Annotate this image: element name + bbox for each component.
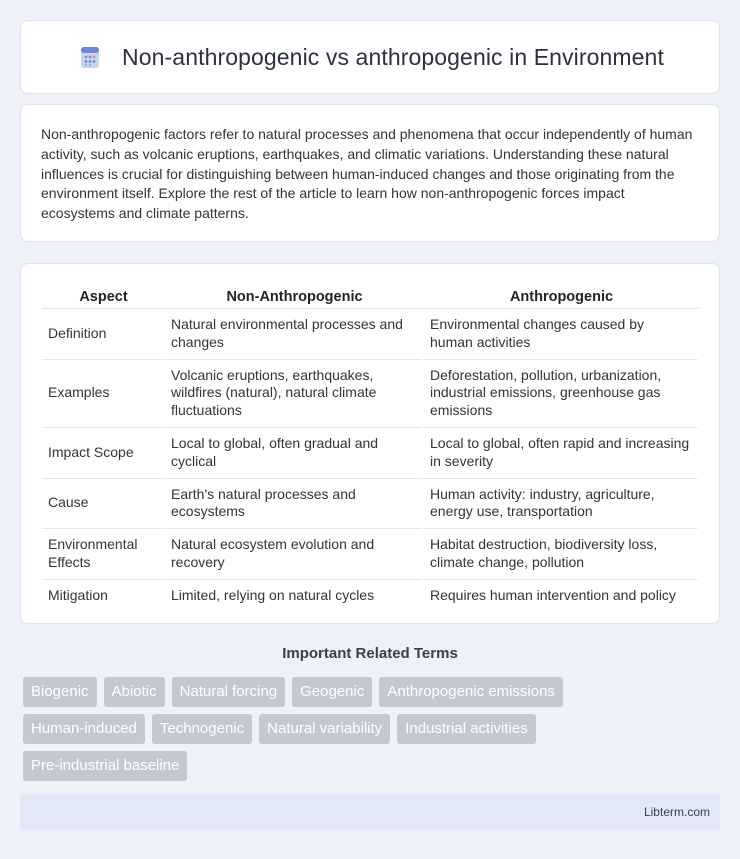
tag-anthropogenic-emissions[interactable]: Anthropogenic emissions — [379, 677, 563, 707]
header — [76, 43, 664, 71]
comparison-table — [42, 284, 699, 612]
table-cell-aspect: Examples — [42, 360, 165, 428]
table-cell-aspect: Environmental Effects — [42, 529, 165, 580]
table-cell-non-anthropogenic: Natural ecosystem evolution and recovery — [165, 529, 424, 580]
tag-biogenic[interactable]: Biogenic — [23, 677, 97, 707]
table-cell-non-anthropogenic: Limited, relying on natural cycles — [165, 580, 424, 612]
related-terms-title: Important Related Terms — [282, 645, 458, 662]
table-cell-anthropogenic: Habitat destruction, biodiversity loss, climate change, pollution — [424, 529, 699, 580]
table-cell-non-anthropogenic: Earth's natural processes and ecosystems — [165, 479, 424, 530]
table-cell-non-anthropogenic: Volcanic eruptions, earthquakes, wildfires (natural), natural climate fluctuations — [165, 360, 424, 428]
table-cell-aspect: Mitigation — [42, 580, 165, 612]
table-row — [42, 428, 699, 479]
tag-row — [23, 677, 723, 707]
table-cell-anthropogenic: Human activity: industry, agriculture, energy use, transportation — [424, 479, 699, 530]
table-cell-anthropogenic: Local to global, often rapid and increasing in severity — [424, 428, 699, 479]
tag-human-induced[interactable]: Human-induced — [23, 714, 145, 744]
tag-pre-industrial-baseline[interactable]: Pre-industrial baseline — [23, 751, 187, 781]
page-title: Non-anthropogenic vs anthropogenic in Environment — [122, 43, 664, 70]
column-header-non-anthropogenic: Non-Anthropogenic — [165, 284, 424, 309]
tag-natural-variability[interactable]: Natural variability — [259, 714, 390, 744]
table-cell-aspect: Definition — [42, 309, 165, 360]
table-row — [42, 360, 699, 428]
header-card — [20, 20, 720, 94]
table-cell-anthropogenic: Deforestation, pollution, urbanization, industrial emissions, greenhouse gas emissions — [424, 360, 699, 428]
table-cell-aspect: Cause — [42, 479, 165, 530]
tag-row — [23, 751, 723, 781]
intro-card — [20, 104, 720, 242]
column-header-anthropogenic: Anthropogenic — [424, 284, 699, 309]
intro-paragraph: Non-anthropogenic factors refer to natural processes and phenomena that occur independently of human activity, such as volcanic eruptions, earthquakes, and climatic variations. Understanding these natural influences is crucial for distinguishing between human-induced changes and those originating from the environment itself. Explore the rest of the article to learn how non-anthropogenic forces impact ecosystems and climate patterns. — [41, 126, 693, 222]
table-cell-anthropogenic: Requires human intervention and policy — [424, 580, 699, 612]
tag-natural-forcing[interactable]: Natural forcing — [172, 677, 286, 707]
table-row — [42, 479, 699, 530]
table-cell-non-anthropogenic: Local to global, often gradual and cyclical — [165, 428, 424, 479]
table-row — [42, 309, 699, 360]
tag-row — [23, 714, 723, 744]
table-header-row — [42, 284, 699, 309]
footer-brand-link[interactable]: Libterm.com — [643, 805, 710, 819]
footer — [20, 795, 720, 829]
tag-industrial-activities[interactable]: Industrial activities — [397, 714, 536, 744]
document-icon — [76, 43, 104, 71]
comparison-card — [20, 263, 720, 624]
table-cell-anthropogenic: Environmental changes caused by human activities — [424, 309, 699, 360]
table-cell-non-anthropogenic: Natural environmental processes and changes — [165, 309, 424, 360]
related-terms-tags — [23, 677, 723, 788]
tag-technogenic[interactable]: Technogenic — [152, 714, 252, 744]
tag-abiotic[interactable]: Abiotic — [104, 677, 165, 707]
column-header-aspect: Aspect — [42, 284, 165, 309]
tag-geogenic[interactable]: Geogenic — [292, 677, 372, 707]
table-row — [42, 529, 699, 580]
table-cell-aspect: Impact Scope — [42, 428, 165, 479]
table-row — [42, 580, 699, 612]
